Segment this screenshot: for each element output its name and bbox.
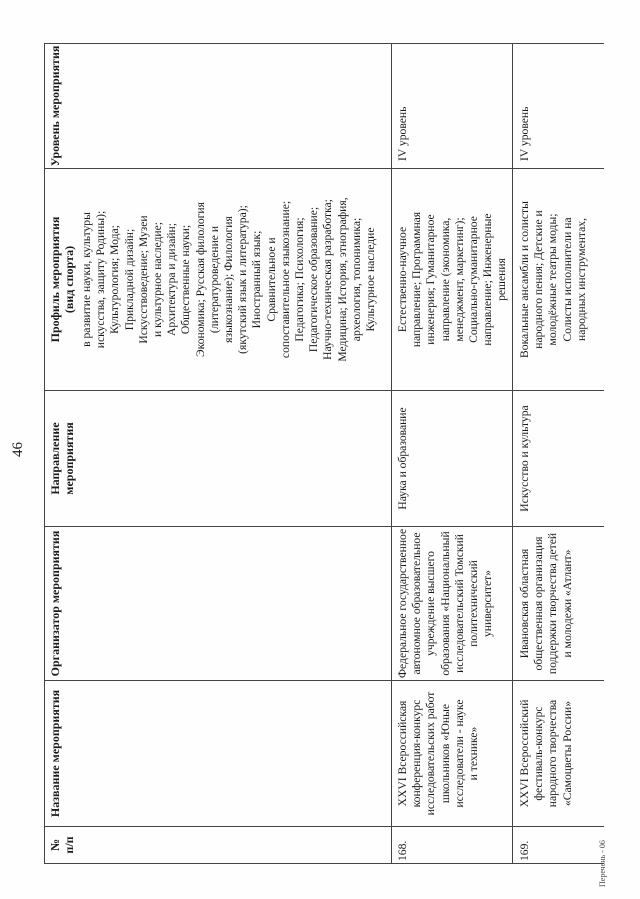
row-169-organizer: Ивановская областная общественная организация поддержки творчества детей и молодежи «Атлант» xyxy=(518,532,574,675)
header-level: Уровень мероприятия xyxy=(48,45,62,167)
row-169-level: IV уровень xyxy=(518,106,531,161)
row-169-profile: Вокальные ансамбли и солисты народного пения; Детские и молодёжные театры моды; Солисты исполнители на народных инструментах, xyxy=(518,201,588,358)
footer-text: Перечень - 06 xyxy=(598,840,607,887)
row-168-name: XXVI Всероссийская конференция-конкурс исследовательских работ школьников «Юные исследователи - науке и технике» xyxy=(396,691,481,816)
header-num: № п/п xyxy=(48,836,76,854)
row-168-level: IV уровень xyxy=(396,106,409,161)
header-direction: Направление мероприятия xyxy=(48,422,76,495)
row-169-name: XXVI Всероссийский фестиваль-конкурс народного творчества «Самоцветы России» xyxy=(518,699,574,808)
row-168-organizer: Федеральное государственное автономное образовательное учреждение высшего образования «Национальный исследовательский Томский политехнический университет» xyxy=(396,528,495,679)
row-168-profile: Естественно-научное направление; Программная инженерия; Гуманитарное направление (экономика, менеджмент, маркетинг); Социально-гуманитарное направление; Инженерные решения xyxy=(396,211,509,348)
row-168-border xyxy=(512,44,513,864)
row-168-direction: Наука и образование xyxy=(396,407,409,510)
row-168-num: 168. xyxy=(396,840,409,861)
table-top-border xyxy=(44,44,45,864)
continuation-profile: в развитие науки, культуры искусства, защиту Родины); Культурология; Мода; Прикладной дизайн; Искусствоведение; Музеи и культурное наследие; Архитектура и дизайн; Общественные науки; Экономика; Русская филология (литературоведение и языкознание); Филология (якутский язык и литература); Иностранный язык; Сравнительное и сопоставительное языкознание; Педагогика; Психология; Педагогическое образование; Научно-техническая разработка; Медицина; История, этнография, археология, топонимика; Культурное наследие xyxy=(80,197,378,362)
header-organizer: Организатор мероприятия xyxy=(48,530,62,677)
row-169-direction: Искусство и культура xyxy=(518,405,531,512)
header-name: Название мероприятия xyxy=(48,689,62,818)
row-169-num: 169. xyxy=(518,840,531,861)
table-left-border xyxy=(44,863,604,864)
table-right-border xyxy=(44,43,604,44)
header-profile: Профиль мероприятия (вид спорта) xyxy=(48,216,76,343)
page-number: 46 xyxy=(10,442,26,457)
continuation-row-border xyxy=(391,44,392,864)
